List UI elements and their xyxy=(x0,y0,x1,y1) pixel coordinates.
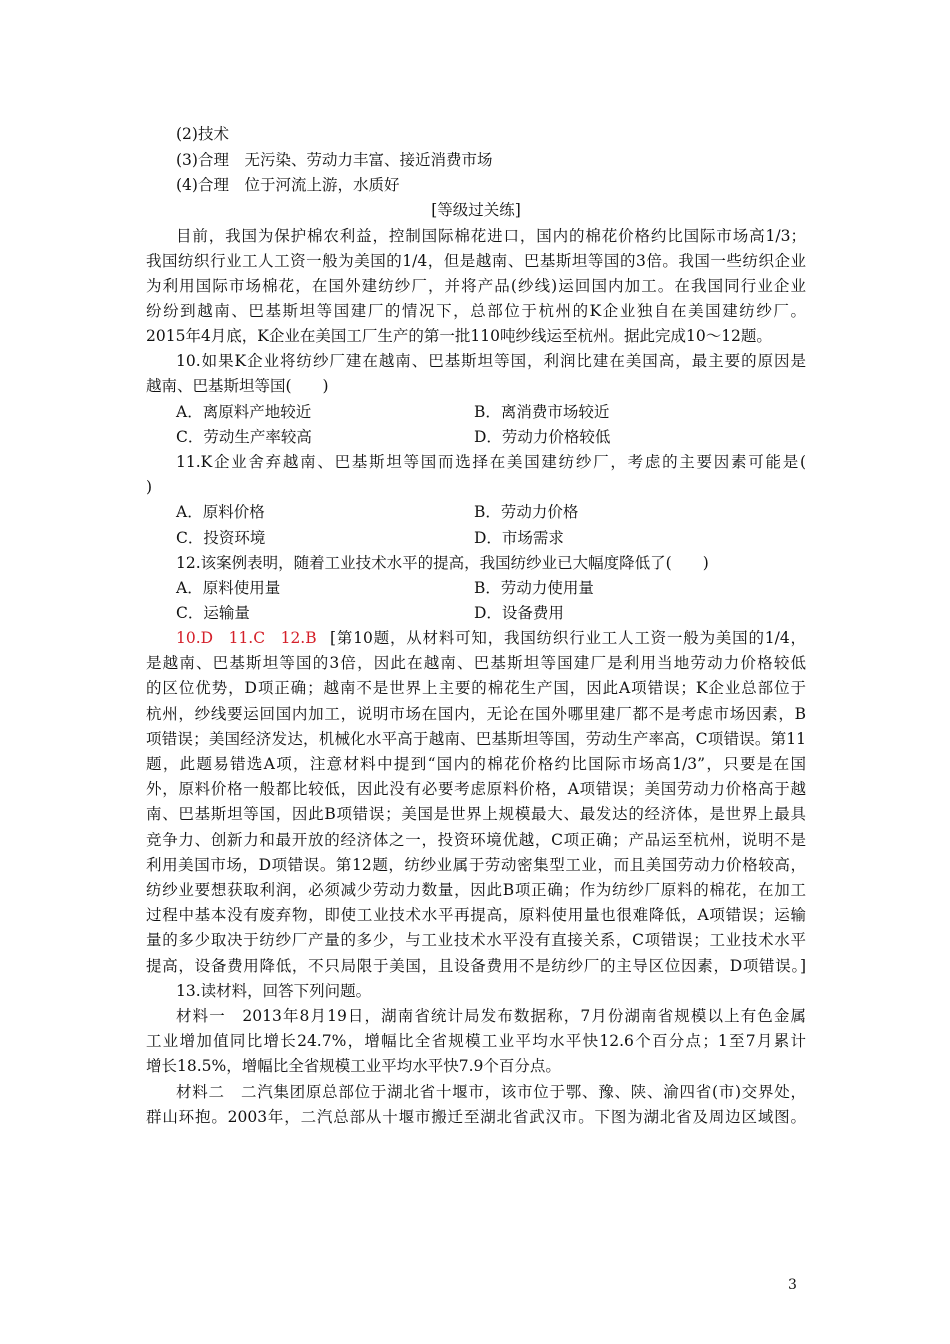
intro-line: 2015年4月底，K企业在美国工厂生产的第一批110吨纱线运至杭州。据此完成10～12题。 xyxy=(146,327,772,345)
q11-stem: 11.K企业舍弃越南、巴基斯坦等国而选择在美国建纺纱厂，考虑的主要因素可能是( xyxy=(176,453,806,471)
material-1-line: 增长18.5%，增幅比全省规模工业平均水平快7.9个百分点。 xyxy=(146,1057,561,1075)
q10-option-a: A．离原料产地较近 xyxy=(176,403,312,421)
q10-option-d: D．劳动力价格较低 xyxy=(474,428,611,446)
q10-stem-cont: 越南、巴基斯坦等国( ) xyxy=(146,377,329,395)
answer-key: 10.D 11.C 12.B xyxy=(176,629,317,647)
explanation-line: 是越南、巴基斯坦等国的3倍，因此在越南、巴基斯坦等国建厂是利用当地劳动力价格较低 xyxy=(146,654,806,672)
explanation-line: 杭州，纱线要运回国内加工，说明市场在国内，无论在国外哪里建厂都不是考虑市场因素，B xyxy=(146,705,806,723)
intro-line: 纷纷到越南、巴基斯坦等国建厂的情况下，总部位于杭州的K企业独自在美国建纺纱厂。 xyxy=(146,302,806,320)
explanation-line: 外，原料价格一般都比较低，因此没有必要考虑原料价格，A项错误；美国劳动力价格高于越 xyxy=(146,780,806,798)
q11-option-d: D．市场需求 xyxy=(474,529,564,547)
intro-line: 目前，我国为保护棉农利益，控制国际棉花进口，国内的棉花价格约比国际市场高1/3； xyxy=(176,227,806,245)
explanation-line: 过程中基本没有废弃物，即使工业技术水平再提高，原料使用量也很难降低，A项错误；运输 xyxy=(146,906,806,924)
q13-stem: 13.读材料，回答下列问题。 xyxy=(176,982,372,1000)
q12-option-d: D．设备费用 xyxy=(474,604,564,622)
q12-option-a: A．原料使用量 xyxy=(176,579,281,597)
material-1-line: 工业增加值同比增长24.7%，增幅比全省规模工业平均水平快12.6个百分点；1至7月累计 xyxy=(146,1032,806,1050)
explanation-line: 量的多少取决于纺纱厂产量的多少，与工业技术水平没有直接关系，C项错误；工业技术水平 xyxy=(146,931,806,949)
q11-stem-cont: ) xyxy=(146,478,153,496)
material-1-line: 材料一 2013年8月19日，湖南省统计局发布数据称，7月份湖南省规模以上有色金属 xyxy=(176,1007,806,1025)
q11-option-b: B．劳动力价格 xyxy=(474,503,579,521)
prev-answer-3: (3)合理 无污染、劳动力丰富、接近消费市场 xyxy=(176,151,493,169)
explanation-line: 提高，设备费用降低，不只局限于美国，且设备费用不是纺纱厂的主导区位因素，D项错误。] xyxy=(146,957,806,975)
q11-option-c: C．投资环境 xyxy=(176,529,266,547)
explanation-line: 南、巴基斯坦等国，因此B项错误；美国是世界上规模最大、最发达的经济体，是世界上最具 xyxy=(146,805,806,823)
q12-option-c: C．运输量 xyxy=(176,604,250,622)
explanation-line: 项错误；美国经济发达，机械化水平高于越南、巴基斯坦等国，劳动生产率高，C项错误。第11 xyxy=(146,730,806,748)
prev-answer-4: (4)合理 位于河流上游，水质好 xyxy=(176,176,400,194)
q10-option-c: C．劳动生产率较高 xyxy=(176,428,312,446)
q10-stem: 10.如果K企业将纺纱厂建在越南、巴基斯坦等国，利润比建在美国高，最主要的原因是 xyxy=(176,352,806,370)
intro-line: 我国纺织行业工人工资一般为美国的1/4，但是越南、巴基斯坦等国的3倍。我国一些纺织企业 xyxy=(146,252,806,270)
page-number: 3 xyxy=(788,1277,797,1293)
material-2-line: 材料二 二汽集团原总部位于湖北省十堰市，该市位于鄂、豫、陕、渝四省(市)交界处， xyxy=(176,1083,806,1101)
explanation-line: 题，此题易错选A项，注意材料中提到“国内的棉花价格约比国际市场高1/3”，只要是在国 xyxy=(146,755,806,773)
prev-answer-2: (2)技术 xyxy=(176,125,229,143)
explanation-line: 竞争力、创新力和最开放的经济体之一，投资环境优越，C项正确；产品运至杭州，说明不是 xyxy=(146,831,806,849)
q12-option-b: B．劳动力使用量 xyxy=(474,579,594,597)
intro-line: 为利用国际市场棉花，在国外建纺纱厂，并将产品(纱线)运回国内加工。在我国同行业企业 xyxy=(146,277,806,295)
explanation-line: 纺纱业要想获取利润，必须减少劳动力数量，因此B项正确；作为纺纱厂原料的棉花，在加工 xyxy=(146,881,806,899)
q12-stem: 12.该案例表明，随着工业技术水平的提高，我国纺纱业已大幅度降低了( ) xyxy=(176,554,709,572)
explanation-line: 的区位优势，D项正确；越南不是世界上主要的棉花生产国，因此A项错误；K企业总部位于 xyxy=(146,679,806,697)
q10-option-b: B．离消费市场较近 xyxy=(474,403,610,421)
explanation-line: 利用美国市场，D项错误。第12题，纺纱业属于劳动密集型工业，而且美国劳动力价格较高， xyxy=(146,856,806,874)
explanation-line: [第10题，从材料可知，我国纺织行业工人工资一般为美国的1/4， xyxy=(330,629,806,647)
section-title: [等级过关练] xyxy=(431,201,521,219)
material-2-line: 群山环抱。2003年，二汽总部从十堰市搬迁至湖北省武汉市。下图为湖北省及周边区域图。 xyxy=(146,1108,806,1126)
q11-option-a: A．原料价格 xyxy=(176,503,265,521)
